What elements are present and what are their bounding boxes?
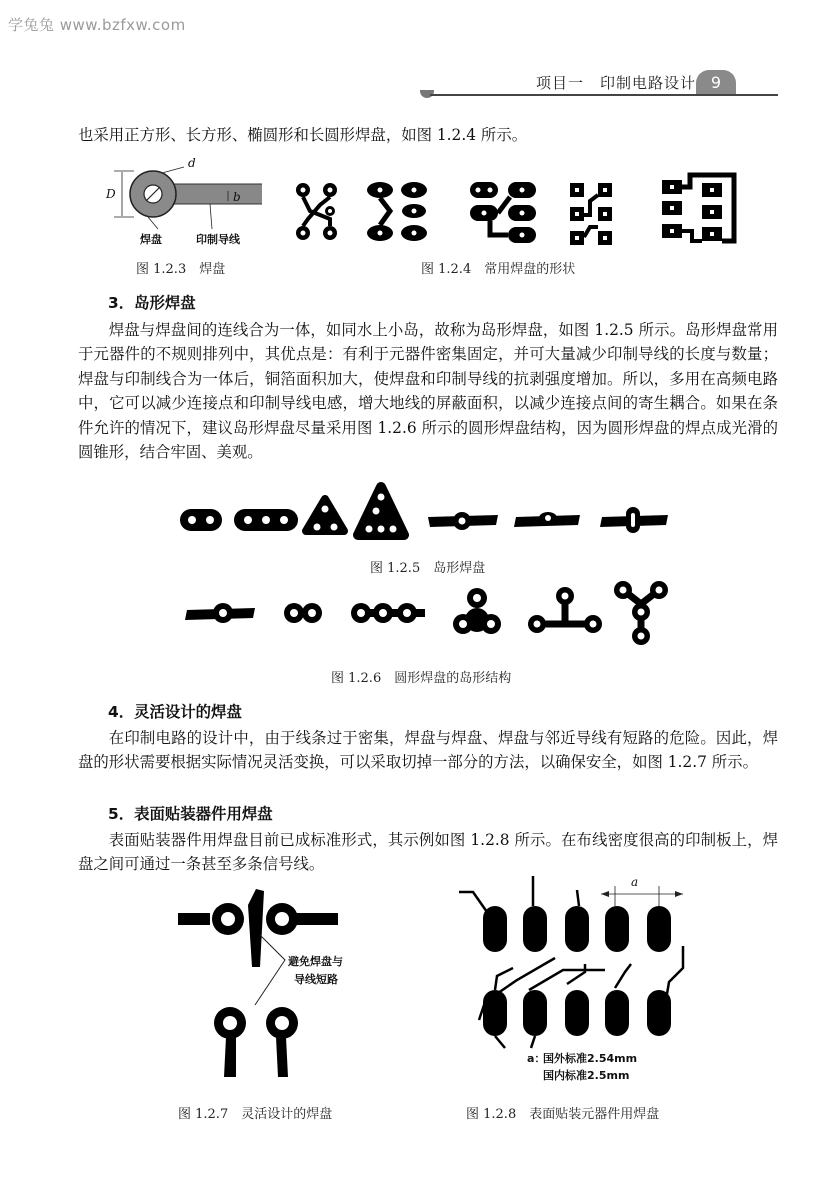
round-y (614, 581, 668, 645)
fig-1-2-3-drawing (100, 155, 270, 255)
fig-1-2-6-caption: 图 1.2.6 圆形焊盘的岛形结构 (331, 671, 512, 686)
fig-1-2-8-std-prefix: a： (527, 1052, 546, 1065)
fig-1-2-3-label-trace: 印制导线 (196, 233, 240, 246)
pad-group-round (296, 183, 337, 240)
fig-1-2-8-caption: 图 1.2.8 表面贴装元器件用焊盘 (466, 1107, 660, 1122)
header-rule (430, 94, 778, 96)
section-5-body: 表面贴装器件用焊盘目前已成标准形式，其示例如图 1.2.8 所示。在布线密度很高的印制板上，焊盘之间可通过一条甚至多条信号线。 (78, 831, 778, 874)
fig-1-2-3-label-pad: 焊盘 (140, 233, 162, 246)
fig-1-2-8-std-domestic: 国内标准2.5mm (543, 1069, 630, 1082)
smd-pads-bottom-row (483, 990, 671, 1036)
running-header (430, 70, 778, 96)
section-4-body: 在印制电路的设计中，由于线条过于密集，焊盘与焊盘、焊盘与邻近导线有短路的危险。因此，焊盘的形状需要根据实际情况灵活变换，可以采取切掉一部分的方法，以确保安全，如图 1.2.7 所示。 (78, 729, 778, 772)
island-triple (234, 509, 298, 531)
fig-1-2-5-drawing (178, 485, 678, 555)
fig-1-2-4-caption: 图 1.2.4 常用焊盘的形状 (421, 262, 576, 277)
round-clover (453, 588, 501, 634)
fig-1-2-8-std-foreign: 国外标准2.54mm (543, 1052, 638, 1065)
fig-1-2-3-dim-d: d (188, 156, 196, 170)
pad-group-square (570, 183, 612, 245)
round-arm (528, 587, 602, 633)
section-title: 项目一 印制电路设计 (535, 74, 696, 92)
section-4-heading: 4．灵活设计的焊盘 (108, 703, 242, 721)
fig-1-2-7-note-line2: 导线短路 (294, 973, 338, 986)
fig-1-2-7-caption: 图 1.2.7 灵活设计的焊盘 (178, 1107, 333, 1122)
fig-1-2-8-dim-a: a (631, 875, 639, 889)
pad-group-oval (367, 182, 427, 241)
pad-group-long (470, 182, 536, 243)
fig-1-2-6-drawing (185, 582, 675, 650)
fig-1-2-8-drawing (455, 872, 695, 1087)
watermark: 学兔兔 www.bzfxw.com (8, 16, 186, 34)
island-triangle-small (306, 499, 344, 531)
smd-pads-top-row (483, 906, 671, 952)
round-chain (351, 603, 425, 623)
section-5-heading: 5．表面贴装器件用焊盘 (108, 805, 273, 823)
fig-1-2-3-caption: 图 1.2.3 焊盘 (136, 262, 226, 277)
round-double (284, 603, 322, 623)
fig-1-2-3-dim-D: D (106, 187, 116, 201)
pad-group-rect (662, 175, 734, 241)
island-triangle-large (358, 487, 404, 535)
island-trace-flat (514, 512, 580, 527)
round-trace-pad (185, 603, 255, 623)
island-trace-circle (428, 512, 498, 530)
intro-line: 也采用正方形、长方形、椭圆形和长圆形焊盘，如图 1.2.4 所示。 (78, 126, 528, 144)
fig-1-2-4-drawing (290, 175, 750, 250)
fig-1-2-5-caption: 图 1.2.5 岛形焊盘 (370, 561, 486, 576)
fig-1-2-7-note-line1: 避免焊盘与 (288, 955, 343, 968)
section-3-heading: 3．岛形焊盘 (108, 294, 196, 312)
section-3-body: 焊盘与焊盘间的连线合为一体，如同水上小岛，故称为岛形焊盘，如图 1.2.5 所示。岛形焊盘常用于元器件的不规则排列中，其优点是：有利于元器件密集固定，并可大量减少印制导线的长度与数量；焊盘与印制线合为一体后，铜箔面积加大，使焊盘和印制导线的抗剥强度增加。所以，多用在高频电路中，它可以减少连接点和印制导线电感，增大地线的屏蔽面积，以减少连接点间的寄生耦合。如果在条件允许的情况下，建议岛形焊盘尽量采用图 1.2.6 所示的圆形焊盘结构，因为圆形焊盘的焊点成光滑的圆锥形，结合牢固、美观。 (78, 321, 778, 462)
fig-1-2-3-dim-b: b (233, 190, 241, 204)
fig-1-2-7-drawing (170, 885, 390, 1085)
island-pair (180, 509, 222, 531)
island-trace-oval (600, 507, 668, 533)
page-number: 9 (696, 70, 736, 96)
